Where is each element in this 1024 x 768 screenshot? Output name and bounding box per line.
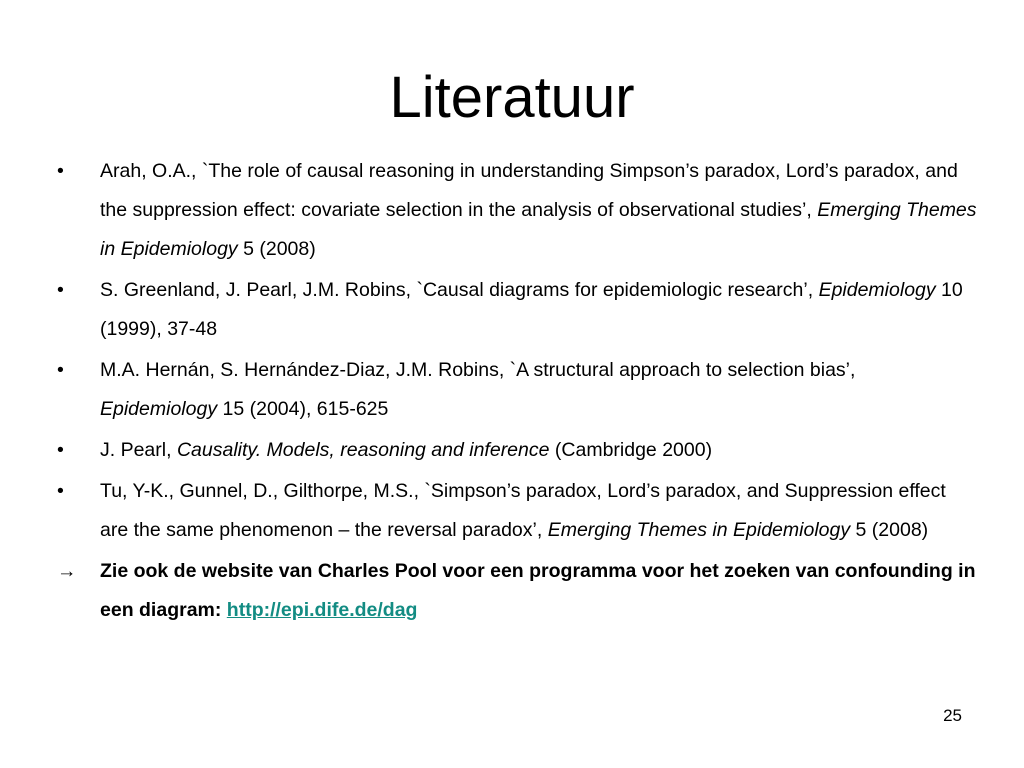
- reference-journal: Emerging Themes in Epidemiology: [547, 519, 851, 541]
- reference-text: Tu, Y-K., Gunnel, D., Gilthorpe, M.S., `Simpson’s paradox, Lord’s paradox, and Suppression effect are the same phenomenon – the reversal paradox’,: [100, 480, 946, 541]
- reference-list: [57, 152, 977, 632]
- note-text: Zie ook de website van Charles Pool voor een programma voor het zoeken van confounding in een diagram:: [100, 560, 976, 621]
- bullet: •: [57, 439, 64, 461]
- reference-volume: 5 (2008): [850, 519, 929, 541]
- bullet: •: [57, 160, 64, 182]
- bullet: •: [57, 359, 64, 381]
- bullet: •: [57, 279, 64, 301]
- reference-volume: 10 (1999), 37-48: [100, 279, 963, 340]
- reference-title: Causality. Models, reasoning and inference: [176, 439, 550, 461]
- bullet: •: [57, 480, 64, 502]
- reference-text: J. Pearl,: [100, 439, 177, 461]
- reference-item: [57, 472, 977, 550]
- reference-journal: Epidemiology: [818, 279, 936, 301]
- slide-title: Literatuur: [389, 65, 635, 130]
- reference-item: [57, 271, 977, 349]
- reference-item: [57, 152, 977, 269]
- reference-text: Arah, O.A., `The role of causal reasoning in understanding Simpson’s paradox, Lord’s paradox, and the suppression effect: covariate selection in the analysis of observational studies’,: [100, 160, 958, 221]
- page-number: 25: [943, 706, 962, 725]
- dag-website-link[interactable]: http://epi.dife.de/dag: [226, 599, 418, 621]
- reference-volume: 5 (2008): [237, 238, 316, 260]
- reference-publisher: (Cambridge 2000): [549, 439, 713, 461]
- reference-volume: 15 (2004), 615-625: [217, 398, 389, 420]
- arrow-icon: →: [57, 560, 77, 582]
- reference-text: M.A. Hernán, S. Hernández-Diaz, J.M. Robins, `A structural approach to selection bias’,: [100, 359, 856, 381]
- reference-journal: Emerging Themes in Epidemiology: [100, 199, 977, 260]
- reference-text: S. Greenland, J. Pearl, J.M. Robins, `Causal diagrams for epidemiologic research’,: [100, 279, 819, 301]
- reference-item: [57, 431, 977, 470]
- website-note: [57, 552, 977, 630]
- reference-journal: Epidemiology: [100, 398, 218, 420]
- reference-item: [57, 351, 977, 429]
